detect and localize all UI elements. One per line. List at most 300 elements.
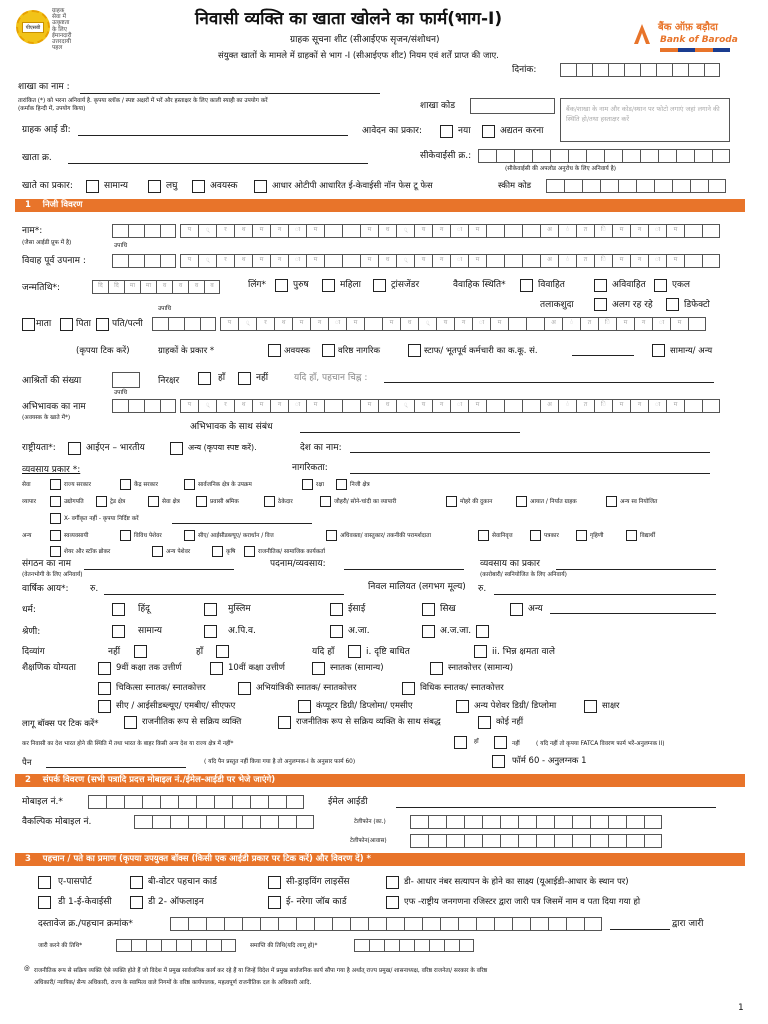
input-cell[interactable]: न bbox=[270, 254, 288, 268]
edu-checkbox[interactable] bbox=[312, 662, 325, 675]
input-cell[interactable] bbox=[702, 399, 720, 413]
input-cell[interactable] bbox=[608, 834, 626, 848]
input-cell[interactable]: व bbox=[172, 280, 188, 294]
name-cells[interactable] bbox=[180, 224, 720, 238]
input-cell[interactable]: त bbox=[576, 254, 594, 268]
input-cell[interactable]: व bbox=[188, 280, 204, 294]
input-cell[interactable] bbox=[530, 917, 548, 931]
expiry-date-cells[interactable] bbox=[354, 939, 474, 952]
single-checkbox[interactable] bbox=[654, 279, 667, 292]
input-cell[interactable] bbox=[296, 917, 314, 931]
input-cell[interactable]: ं bbox=[558, 399, 576, 413]
input-cell[interactable] bbox=[572, 815, 590, 829]
guardian-relation-field[interactable] bbox=[300, 432, 520, 433]
new-checkbox[interactable] bbox=[440, 125, 453, 138]
input-cell[interactable] bbox=[522, 399, 540, 413]
input-cell[interactable] bbox=[296, 815, 314, 829]
input-cell[interactable] bbox=[459, 939, 474, 952]
input-cell[interactable]: न bbox=[634, 317, 652, 331]
input-cell[interactable] bbox=[702, 254, 720, 268]
staff-checkbox[interactable] bbox=[408, 344, 421, 357]
occ-checkbox[interactable] bbox=[120, 530, 131, 541]
input-cell[interactable] bbox=[446, 834, 464, 848]
input-cell[interactable] bbox=[508, 317, 526, 331]
disabled-no-checkbox[interactable] bbox=[134, 645, 147, 658]
occ-checkbox[interactable] bbox=[478, 530, 489, 541]
input-cell[interactable]: मा bbox=[124, 280, 140, 294]
input-cell[interactable] bbox=[440, 917, 458, 931]
input-cell[interactable] bbox=[482, 815, 500, 829]
input-cell[interactable] bbox=[206, 939, 221, 952]
separated-checkbox[interactable] bbox=[666, 298, 679, 311]
input-cell[interactable]: ा bbox=[450, 224, 468, 238]
input-cell[interactable] bbox=[188, 917, 206, 931]
input-cell[interactable]: ् bbox=[396, 399, 414, 413]
none-checkbox[interactable] bbox=[478, 716, 491, 729]
illiterate-no-checkbox[interactable] bbox=[238, 372, 251, 385]
general-type-checkbox[interactable] bbox=[652, 344, 665, 357]
edu-checkbox[interactable] bbox=[298, 700, 311, 713]
dependents-field[interactable] bbox=[112, 372, 140, 388]
input-cell[interactable]: म bbox=[252, 399, 270, 413]
input-cell[interactable] bbox=[221, 939, 236, 952]
input-cell[interactable] bbox=[386, 917, 404, 931]
pep-related-checkbox[interactable] bbox=[278, 716, 291, 729]
input-cell[interactable]: ध bbox=[378, 399, 396, 413]
relative-title-cells[interactable] bbox=[152, 317, 216, 331]
annual-income-field[interactable] bbox=[104, 594, 344, 595]
input-cell[interactable]: ा bbox=[450, 254, 468, 268]
business-type-field[interactable] bbox=[556, 569, 716, 570]
input-cell[interactable]: म bbox=[666, 224, 684, 238]
st-box-2[interactable] bbox=[476, 625, 489, 638]
input-cell[interactable]: म bbox=[490, 317, 508, 331]
occ-checkbox[interactable] bbox=[196, 496, 207, 507]
input-cell[interactable] bbox=[526, 317, 544, 331]
occ-checkbox[interactable] bbox=[320, 496, 331, 507]
input-cell[interactable] bbox=[522, 224, 540, 238]
other-religion-field[interactable] bbox=[550, 613, 716, 614]
input-cell[interactable]: प bbox=[220, 317, 238, 331]
input-cell[interactable] bbox=[536, 834, 554, 848]
occ-checkbox[interactable] bbox=[148, 496, 159, 507]
input-cell[interactable]: न bbox=[630, 224, 648, 238]
occ-checkbox[interactable] bbox=[152, 546, 163, 557]
input-cell[interactable] bbox=[644, 834, 662, 848]
input-cell[interactable]: म bbox=[306, 254, 324, 268]
occ-checkbox[interactable] bbox=[184, 530, 195, 541]
tax-no-checkbox[interactable] bbox=[494, 736, 507, 749]
input-cell[interactable]: म bbox=[252, 254, 270, 268]
input-cell[interactable]: म bbox=[252, 224, 270, 238]
input-cell[interactable]: म bbox=[382, 317, 400, 331]
input-cell[interactable]: ा bbox=[328, 317, 346, 331]
input-cell[interactable] bbox=[500, 834, 518, 848]
input-cell[interactable] bbox=[464, 834, 482, 848]
input-cell[interactable]: ् bbox=[198, 224, 216, 238]
input-cell[interactable] bbox=[536, 815, 554, 829]
identification-mark-field[interactable] bbox=[384, 382, 714, 383]
occ-checkbox[interactable] bbox=[50, 546, 61, 557]
update-checkbox[interactable] bbox=[482, 125, 495, 138]
account-no-field[interactable] bbox=[68, 163, 368, 164]
scheme-code-cells[interactable] bbox=[546, 179, 726, 193]
input-cell[interactable]: म bbox=[612, 224, 630, 238]
input-cell[interactable] bbox=[314, 917, 332, 931]
input-cell[interactable] bbox=[206, 815, 224, 829]
occ-checkbox[interactable] bbox=[530, 530, 541, 541]
input-cell[interactable]: त bbox=[580, 317, 598, 331]
offline-checkbox[interactable] bbox=[130, 896, 143, 909]
input-cell[interactable]: ा bbox=[450, 399, 468, 413]
input-cell[interactable] bbox=[188, 815, 206, 829]
indian-checkbox[interactable] bbox=[68, 442, 81, 455]
minor-type-checkbox[interactable] bbox=[268, 344, 281, 357]
occ-checkbox[interactable] bbox=[120, 479, 131, 490]
input-cell[interactable] bbox=[368, 917, 386, 931]
divorced-checkbox[interactable] bbox=[594, 298, 607, 311]
input-cell[interactable] bbox=[590, 834, 608, 848]
occ-checkbox[interactable] bbox=[606, 496, 617, 507]
edu-checkbox[interactable] bbox=[456, 700, 469, 713]
input-cell[interactable]: व bbox=[204, 280, 220, 294]
input-cell[interactable] bbox=[584, 917, 602, 931]
input-cell[interactable] bbox=[414, 939, 429, 952]
unmarried-checkbox[interactable] bbox=[594, 279, 607, 292]
input-cell[interactable]: र bbox=[256, 317, 274, 331]
input-cell[interactable]: न bbox=[270, 399, 288, 413]
occ-checkbox[interactable] bbox=[50, 479, 61, 490]
occ-specify-field[interactable] bbox=[172, 523, 312, 524]
general-category-checkbox[interactable] bbox=[112, 625, 125, 638]
input-cell[interactable]: ा bbox=[648, 224, 666, 238]
input-cell[interactable]: र bbox=[216, 254, 234, 268]
maiden-name-cells[interactable] bbox=[180, 254, 720, 268]
input-cell[interactable]: ा bbox=[288, 254, 306, 268]
dob-cells[interactable] bbox=[92, 280, 220, 294]
occ-checkbox[interactable] bbox=[576, 530, 587, 541]
input-cell[interactable] bbox=[482, 834, 500, 848]
other-religion-checkbox[interactable] bbox=[510, 603, 523, 616]
edu-checkbox[interactable] bbox=[430, 662, 443, 675]
input-cell[interactable] bbox=[476, 917, 494, 931]
input-cell[interactable] bbox=[404, 917, 422, 931]
input-cell[interactable] bbox=[224, 815, 242, 829]
input-cell[interactable] bbox=[399, 939, 414, 952]
input-cell[interactable]: ध bbox=[400, 317, 418, 331]
form60-checkbox[interactable] bbox=[492, 755, 505, 768]
input-cell[interactable] bbox=[684, 399, 702, 413]
other-nationality-checkbox[interactable] bbox=[170, 442, 183, 455]
occ-checkbox[interactable] bbox=[184, 479, 195, 490]
input-cell[interactable]: ् bbox=[238, 317, 256, 331]
input-cell[interactable]: न bbox=[454, 317, 472, 331]
input-cell[interactable] bbox=[504, 224, 522, 238]
edu-checkbox[interactable] bbox=[98, 662, 111, 675]
input-cell[interactable]: थ bbox=[234, 399, 252, 413]
occ-checkbox[interactable] bbox=[50, 530, 61, 541]
input-cell[interactable]: म bbox=[346, 317, 364, 331]
st-checkbox[interactable] bbox=[422, 625, 435, 638]
input-cell[interactable] bbox=[572, 834, 590, 848]
tax-yes-checkbox[interactable] bbox=[454, 736, 467, 749]
occ-checkbox[interactable] bbox=[626, 530, 637, 541]
office-phone-cells[interactable] bbox=[410, 815, 662, 829]
input-cell[interactable]: ा bbox=[652, 317, 670, 331]
occ-checkbox[interactable] bbox=[50, 496, 61, 507]
input-cell[interactable] bbox=[444, 939, 459, 952]
input-cell[interactable]: ं bbox=[562, 317, 580, 331]
input-cell[interactable] bbox=[494, 917, 512, 931]
aadhaar-proof-checkbox[interactable] bbox=[386, 876, 399, 889]
input-cell[interactable]: ि bbox=[594, 224, 612, 238]
input-cell[interactable] bbox=[161, 939, 176, 952]
input-cell[interactable]: य bbox=[436, 317, 454, 331]
input-cell[interactable] bbox=[268, 795, 286, 809]
input-cell[interactable] bbox=[702, 224, 720, 238]
input-cell[interactable] bbox=[500, 815, 518, 829]
input-cell[interactable] bbox=[116, 939, 131, 952]
input-cell[interactable]: त bbox=[576, 399, 594, 413]
citizenship-field[interactable] bbox=[350, 473, 710, 474]
input-cell[interactable]: य bbox=[414, 224, 432, 238]
occ-checkbox[interactable] bbox=[516, 496, 527, 507]
input-cell[interactable] bbox=[131, 939, 146, 952]
input-cell[interactable]: म bbox=[468, 254, 486, 268]
input-cell[interactable] bbox=[354, 939, 369, 952]
input-cell[interactable] bbox=[342, 224, 360, 238]
input-cell[interactable] bbox=[428, 815, 446, 829]
input-cell[interactable] bbox=[324, 224, 342, 238]
input-cell[interactable] bbox=[410, 815, 428, 829]
home-phone-cells[interactable] bbox=[410, 834, 662, 848]
input-cell[interactable]: थ bbox=[274, 317, 292, 331]
edu-checkbox[interactable] bbox=[98, 700, 111, 713]
input-cell[interactable]: दि bbox=[92, 280, 108, 294]
edu-checkbox[interactable] bbox=[210, 662, 223, 675]
occ-checkbox[interactable] bbox=[212, 546, 223, 557]
input-cell[interactable]: म bbox=[360, 399, 378, 413]
input-cell[interactable] bbox=[504, 399, 522, 413]
guardian-title-cells[interactable] bbox=[112, 399, 176, 413]
pep-checkbox[interactable] bbox=[124, 716, 137, 729]
input-cell[interactable] bbox=[684, 224, 702, 238]
passport-checkbox[interactable] bbox=[38, 876, 51, 889]
input-cell[interactable] bbox=[278, 815, 296, 829]
occ-checkbox[interactable] bbox=[264, 496, 275, 507]
input-cell[interactable]: ा bbox=[472, 317, 490, 331]
input-cell[interactable]: ं bbox=[558, 224, 576, 238]
ekyc-checkbox[interactable] bbox=[38, 896, 51, 909]
voter-id-checkbox[interactable] bbox=[130, 876, 143, 889]
input-cell[interactable] bbox=[446, 815, 464, 829]
input-cell[interactable] bbox=[342, 254, 360, 268]
input-cell[interactable] bbox=[644, 815, 662, 829]
issue-date-cells[interactable] bbox=[116, 939, 236, 952]
input-cell[interactable]: प bbox=[180, 254, 198, 268]
muslim-checkbox[interactable] bbox=[204, 603, 217, 616]
differently-abled-checkbox[interactable] bbox=[474, 645, 487, 658]
relative-name-cells[interactable] bbox=[220, 317, 706, 331]
illiterate-yes-checkbox[interactable] bbox=[198, 372, 211, 385]
input-cell[interactable] bbox=[512, 917, 530, 931]
input-cell[interactable]: ् bbox=[198, 254, 216, 268]
input-cell[interactable] bbox=[278, 917, 296, 931]
input-cell[interactable] bbox=[369, 939, 384, 952]
input-cell[interactable] bbox=[260, 917, 278, 931]
input-cell[interactable]: र bbox=[216, 399, 234, 413]
input-cell[interactable]: व bbox=[156, 280, 172, 294]
mother-checkbox[interactable] bbox=[22, 318, 35, 331]
input-cell[interactable] bbox=[458, 917, 476, 931]
input-cell[interactable] bbox=[342, 399, 360, 413]
christian-checkbox[interactable] bbox=[330, 603, 343, 616]
date-cells[interactable] bbox=[560, 63, 720, 77]
hindu-checkbox[interactable] bbox=[112, 603, 125, 616]
net-worth-field[interactable] bbox=[494, 594, 716, 595]
input-cell[interactable]: न bbox=[270, 224, 288, 238]
input-cell[interactable] bbox=[191, 939, 206, 952]
input-cell[interactable]: म bbox=[612, 254, 630, 268]
input-cell[interactable] bbox=[566, 917, 584, 931]
input-cell[interactable] bbox=[608, 815, 626, 829]
input-cell[interactable]: ा bbox=[288, 224, 306, 238]
input-cell[interactable] bbox=[142, 795, 160, 809]
branch-code-field[interactable] bbox=[470, 98, 555, 114]
organization-field[interactable] bbox=[84, 569, 234, 570]
input-cell[interactable]: अ bbox=[544, 317, 562, 331]
branch-name-field[interactable] bbox=[80, 93, 380, 94]
edu-checkbox[interactable] bbox=[402, 682, 415, 695]
occ-checkbox[interactable] bbox=[244, 546, 255, 557]
input-cell[interactable]: त bbox=[576, 224, 594, 238]
input-cell[interactable] bbox=[486, 224, 504, 238]
input-cell[interactable]: ध bbox=[378, 254, 396, 268]
customer-id-field[interactable] bbox=[78, 135, 348, 136]
input-cell[interactable] bbox=[152, 815, 170, 829]
general-checkbox[interactable] bbox=[86, 180, 99, 193]
input-cell[interactable]: ् bbox=[396, 254, 414, 268]
input-cell[interactable]: न bbox=[432, 399, 450, 413]
input-cell[interactable] bbox=[324, 254, 342, 268]
input-cell[interactable]: ा bbox=[288, 399, 306, 413]
mobile-cells[interactable] bbox=[88, 795, 304, 809]
input-cell[interactable] bbox=[242, 815, 260, 829]
input-cell[interactable] bbox=[146, 939, 161, 952]
input-cell[interactable] bbox=[626, 834, 644, 848]
occ-checkbox[interactable] bbox=[336, 479, 347, 490]
input-cell[interactable]: म bbox=[670, 317, 688, 331]
input-cell[interactable] bbox=[134, 815, 152, 829]
input-cell[interactable] bbox=[590, 815, 608, 829]
input-cell[interactable] bbox=[160, 795, 178, 809]
staff-no-field[interactable] bbox=[572, 355, 634, 356]
input-cell[interactable] bbox=[428, 834, 446, 848]
input-cell[interactable] bbox=[88, 795, 106, 809]
input-cell[interactable]: न bbox=[432, 224, 450, 238]
input-cell[interactable] bbox=[260, 815, 278, 829]
input-cell[interactable]: म bbox=[468, 224, 486, 238]
document-no-cells[interactable] bbox=[170, 917, 602, 931]
input-cell[interactable] bbox=[214, 795, 232, 809]
input-cell[interactable] bbox=[522, 254, 540, 268]
disabled-yes-checkbox[interactable] bbox=[216, 645, 229, 658]
input-cell[interactable] bbox=[688, 317, 706, 331]
input-cell[interactable]: न bbox=[310, 317, 328, 331]
input-cell[interactable] bbox=[504, 254, 522, 268]
edu-checkbox[interactable] bbox=[98, 682, 111, 695]
input-cell[interactable] bbox=[548, 917, 566, 931]
input-cell[interactable] bbox=[176, 939, 191, 952]
input-cell[interactable] bbox=[196, 795, 214, 809]
input-cell[interactable]: य bbox=[414, 399, 432, 413]
occ-checkbox[interactable] bbox=[446, 496, 457, 507]
input-cell[interactable]: अ bbox=[540, 224, 558, 238]
input-cell[interactable]: र bbox=[216, 224, 234, 238]
input-cell[interactable]: ि bbox=[594, 399, 612, 413]
input-cell[interactable] bbox=[684, 254, 702, 268]
sc-checkbox[interactable] bbox=[330, 625, 343, 638]
input-cell[interactable]: प bbox=[180, 224, 198, 238]
input-cell[interactable]: न bbox=[630, 254, 648, 268]
obc-checkbox[interactable] bbox=[204, 625, 217, 638]
occ-checkbox[interactable] bbox=[50, 513, 61, 524]
country-name-field[interactable] bbox=[350, 452, 710, 453]
input-cell[interactable]: म bbox=[360, 224, 378, 238]
input-cell[interactable] bbox=[332, 917, 350, 931]
nrega-checkbox[interactable] bbox=[268, 896, 281, 909]
input-cell[interactable] bbox=[486, 254, 504, 268]
edu-checkbox[interactable] bbox=[238, 682, 251, 695]
input-cell[interactable] bbox=[232, 795, 250, 809]
issued-by-field[interactable] bbox=[610, 929, 670, 930]
input-cell[interactable]: ि bbox=[598, 317, 616, 331]
occ-checkbox[interactable] bbox=[302, 479, 313, 490]
input-cell[interactable]: मा bbox=[140, 280, 156, 294]
minor-checkbox[interactable] bbox=[192, 180, 205, 193]
male-checkbox[interactable] bbox=[275, 279, 288, 292]
input-cell[interactable]: न bbox=[630, 399, 648, 413]
transgender-checkbox[interactable] bbox=[373, 279, 386, 292]
input-cell[interactable] bbox=[464, 815, 482, 829]
input-cell[interactable] bbox=[518, 834, 536, 848]
input-cell[interactable]: ि bbox=[594, 254, 612, 268]
driving-license-checkbox[interactable] bbox=[268, 876, 281, 889]
ckyc-cells[interactable] bbox=[478, 149, 730, 163]
input-cell[interactable] bbox=[286, 795, 304, 809]
input-cell[interactable]: म bbox=[616, 317, 634, 331]
designation-field[interactable] bbox=[344, 569, 464, 570]
input-cell[interactable]: ् bbox=[418, 317, 436, 331]
spouse-checkbox[interactable] bbox=[96, 318, 109, 331]
input-cell[interactable] bbox=[384, 939, 399, 952]
input-cell[interactable] bbox=[206, 917, 224, 931]
input-cell[interactable]: म bbox=[666, 399, 684, 413]
small-checkbox[interactable] bbox=[148, 180, 161, 193]
input-cell[interactable] bbox=[178, 795, 196, 809]
input-cell[interactable]: ा bbox=[648, 254, 666, 268]
input-cell[interactable]: ् bbox=[396, 224, 414, 238]
maiden-title-cells[interactable] bbox=[112, 254, 176, 268]
alt-mobile-cells[interactable] bbox=[134, 815, 314, 829]
input-cell[interactable] bbox=[224, 917, 242, 931]
input-cell[interactable] bbox=[486, 399, 504, 413]
input-cell[interactable]: ध bbox=[378, 224, 396, 238]
input-cell[interactable] bbox=[324, 399, 342, 413]
name-title-cells[interactable] bbox=[112, 224, 176, 238]
guardian-name-cells[interactable] bbox=[180, 399, 720, 413]
input-cell[interactable]: म bbox=[360, 254, 378, 268]
